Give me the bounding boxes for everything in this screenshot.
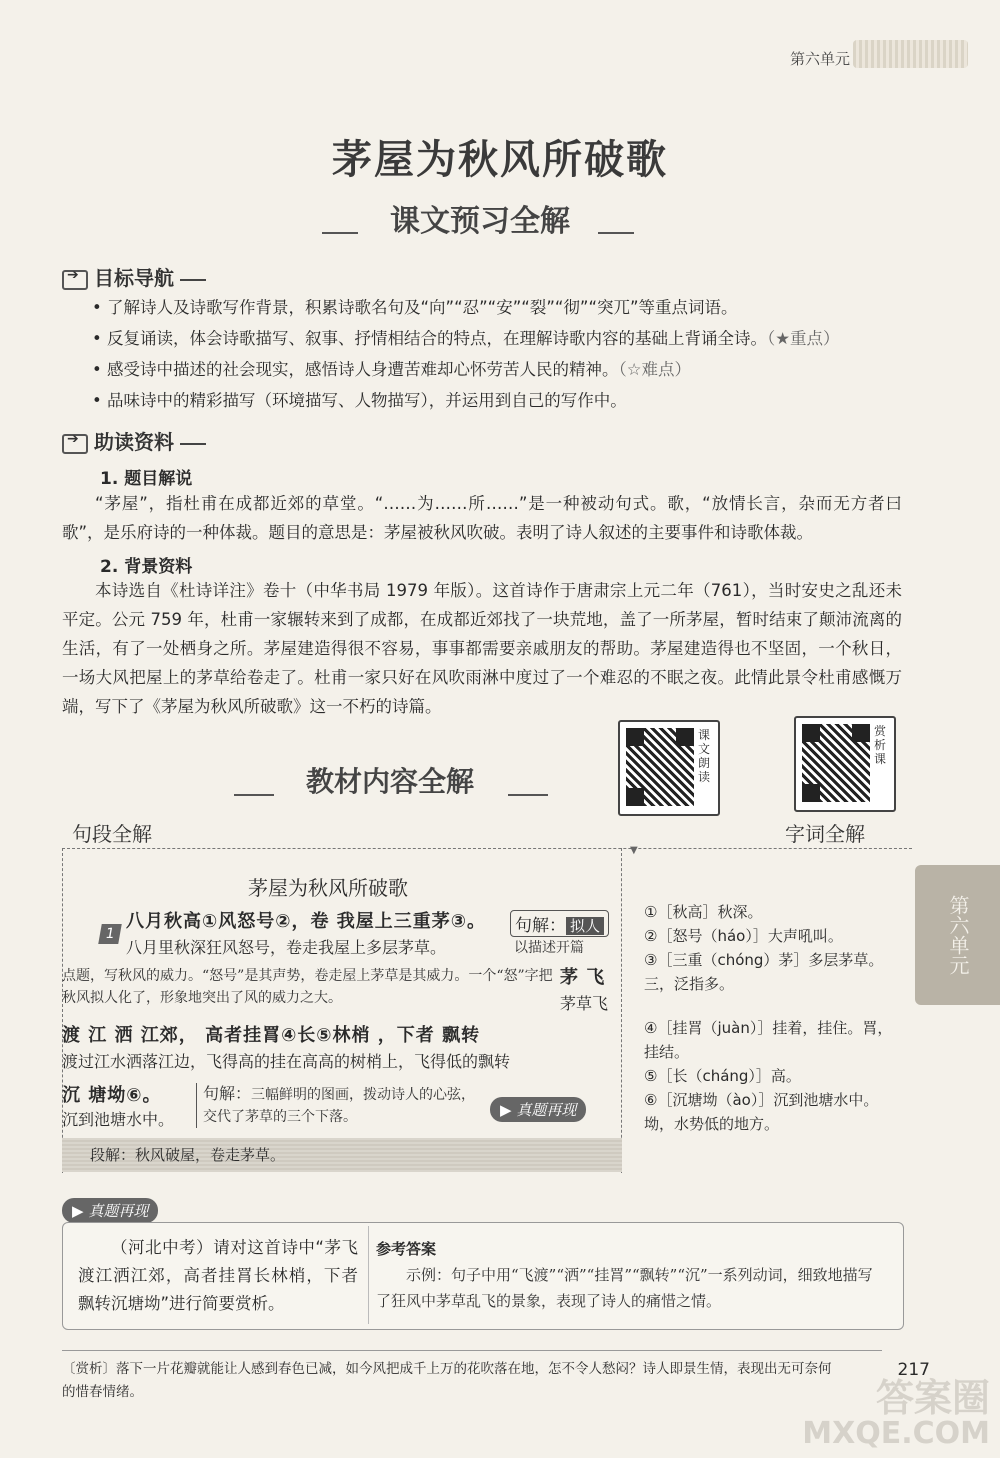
list-item: • 品味诗中的精彩描写（环境描写、人物描写），并运用到自己的写作中。 [92, 391, 627, 410]
goal-text: 品味诗中的精彩描写（环境描写、人物描写），并运用到自己的写作中。 [106, 391, 627, 410]
poem-line-original: 八月秋高①风怒号②，卷 我屋上三重茅③。 [126, 911, 486, 932]
exam-link-button[interactable]: ▶ 真题再现 [490, 1097, 586, 1122]
goal-text: 反复诵读，体会诗歌描写、叙事、抒情相结合的特点，在理解诗歌内容的基础上背诵全诗。 [106, 329, 767, 348]
divider [598, 232, 634, 234]
page-title: 茅屋为秋风所破歌 [332, 137, 668, 183]
arrow-icon [62, 434, 88, 454]
watermark-line: 答案圈 [875, 1376, 990, 1420]
page-number: 217 [897, 1360, 930, 1380]
analysis-note: 点题，写秋风的威力。“怒号”是其声势，卷走屋上茅草是其威力。一个“怒”字把秋风拟人化了，形象地突出了风的威力之大。 [62, 968, 553, 1006]
divider [368, 1226, 369, 1324]
list-item: ④［挂罥（juàn）］挂着，挂住。罥，挂结。 [644, 1019, 893, 1061]
answer-title: 参考答案 [376, 1240, 437, 1258]
goals-heading-text: 目标导航 [94, 266, 174, 290]
poem-line-translation: 八月里秋深狂风怒号，卷走我屋上多层茅草。 [126, 938, 447, 957]
word-notes [644, 900, 906, 1136]
goal-text: 了解诗人及诗歌写作背景，积累诗歌名句及“向”“忍”“安”“裂”“彻”“突兀”等重点词语。 [106, 298, 738, 317]
subheading: 2. 背景资料 [100, 557, 193, 577]
exam-label: 真题再现 [88, 1202, 149, 1220]
unit-side-tab: 第六单元 [915, 865, 1000, 1005]
exam-section-label: ▶ 真题再现 [62, 1198, 158, 1223]
list-item: • 了解诗人及诗歌写作背景，积累诗歌名句及“向”“忍”“安”“裂”“彻”“突兀”等重点词语。 [92, 298, 738, 317]
answer-text: 示例：句子中用“飞渡”“洒”“挂罥”“飘转”“沉”一系列动词，细致地描写了狂风中茅草乱飞的景象，表现了诗人的痛惜之情。 [376, 1266, 873, 1310]
tag-label: 句解： [515, 916, 566, 936]
poem-title: 茅屋为秋风所破歌 [248, 876, 408, 900]
qr-label: 赏析课 [874, 724, 887, 766]
tag-note [196, 1083, 487, 1128]
section-title-content: 教材内容全解 [305, 765, 474, 798]
unit-label: 第六单元 [789, 50, 850, 68]
arrow-icon [62, 270, 88, 290]
goal-text: 感受诗中描述的社会现实，感悟诗人身遭苦难却心怀劳苦人民的精神。 [106, 360, 619, 379]
chevron-down-icon: ▼ [630, 845, 638, 856]
exam-question: （河北中考）请对这首诗中“茅飞渡江洒江郊，高者挂罥长林梢，下者飘转沉塘坳”进行简要赏析。 [78, 1238, 358, 1313]
qr-icon [626, 728, 694, 806]
paragraph: “茅屋”，指杜甫在成都近郊的草堂。“……为……所……”是一种被动句式。歌，“放情长言，杂而无方者曰歌”，是乐府诗的一种体裁。题目的意思是：茅屋被秋风吹破。表明了诗人叙述的主要事件和诗歌体裁。 [62, 494, 902, 542]
divider [508, 794, 548, 796]
column-title-words: 字词全解 [785, 822, 865, 846]
list-item: ③［三重（chóng）茅］多层茅草。三，泛指多。 [644, 951, 884, 993]
poem-line-original: 茅 飞 [560, 967, 606, 988]
reading-heading [62, 426, 206, 455]
key-mark: （★重点） [766, 329, 840, 348]
goals-list [92, 292, 922, 416]
header-decoration [853, 40, 968, 68]
watermark-line: MXQE.COM [802, 1416, 990, 1451]
qr-icon [802, 724, 870, 802]
footnote: 〔赏析〕落下一片花瓣就能让人感到春色已减，如今风把成千上万的花吹落在地，怎不令人愁闷？诗人即景生情，表现出无可奈何的惜春情绪。 [62, 1361, 832, 1400]
poem-line-translation: 渡过江水洒落江边，飞得高的挂在高高的树梢上，飞得低的飘转 [62, 1052, 511, 1071]
paragraph-number: 1 [98, 924, 122, 944]
section-title-preview: 课文预习全解 [390, 204, 570, 239]
list-item: ⑤［长（cháng）］高。 [644, 1067, 801, 1085]
qr-label: 课文朗读 [698, 728, 711, 784]
list-item: ②［怒号（háo）］大声吼叫。 [644, 927, 843, 945]
reading-heading-text: 助读资料 [94, 430, 174, 454]
sentence-analysis-tag [510, 910, 609, 937]
poem-line-translation: 沉到池塘水中。 [62, 1110, 175, 1129]
goals-heading [62, 262, 206, 291]
list-item: • 感受诗中描述的社会现实，感悟诗人身遭苦难却心怀劳苦人民的精神。（☆难点） [92, 360, 692, 379]
dashed-border [621, 848, 622, 1173]
dashed-divider [62, 848, 912, 849]
difficulty-mark: （☆难点） [618, 360, 692, 379]
paragraph-summary: 段解：秋风破屋，卷走茅草。 [62, 1138, 622, 1172]
list-item: • 反复诵读，体会诗歌描写、叙事、抒情相结合的特点，在理解诗歌内容的基础上背诵全诗。（★重点） [92, 329, 840, 348]
list-item: ⑥［沉塘坳（ào）］沉到池塘水中。坳，水势低的地方。 [644, 1091, 879, 1133]
tag-text: 三幅鲜明的图画，拨动诗人的心弦，交代了茅草的三个下落。 [203, 1087, 476, 1125]
tag-label: 句解： [203, 1084, 252, 1103]
exam-link-label: 真题再现 [516, 1101, 577, 1119]
tag-note: 以描述开篇 [514, 940, 584, 956]
paragraph: 本诗选自《杜诗详注》卷十（中华书局 1979 年版）。这首诗作于唐肃宗上元二年（761），当时安史之乱还未平定。公元 759 年，杜甫一家辗转来到了成都，在成都近郊找了一块荒地，盖了一所茅屋，暂时结束了颠沛流离的生活，有了一处栖身之所。茅屋建造得很不容易，事事都需要亲戚朋友的帮助。茅屋建造得也不坚固，一个秋日，一场大风把屋上的茅草给卷走了。杜甫一家只好在风吹雨淋中度过了一个难忍的不眠之夜。此情此景令杜甫感慨万端，写下了《茅屋为秋风所破歌》这一不朽的诗篇。 [62, 581, 902, 716]
watermark [802, 1376, 990, 1452]
column-title-sentences: 句段全解 [72, 822, 152, 846]
poem-line-original: 渡 江 洒 江郊， 高者挂罥④长⑤林梢 ，下者 飘转 [62, 1025, 481, 1046]
tag-badge: 拟人 [566, 917, 604, 935]
poem-line-translation: 茅草飞 [560, 994, 609, 1013]
footer-divider [62, 1350, 882, 1351]
subheading: 1. 题目解说 [100, 469, 193, 489]
qr-code-analysis[interactable] [794, 716, 896, 812]
poem-line-original: 沉 塘坳⑥。 [62, 1085, 162, 1106]
qr-code-reading[interactable] [618, 720, 720, 816]
list-item: ①［秋高］秋深。 [644, 903, 763, 921]
